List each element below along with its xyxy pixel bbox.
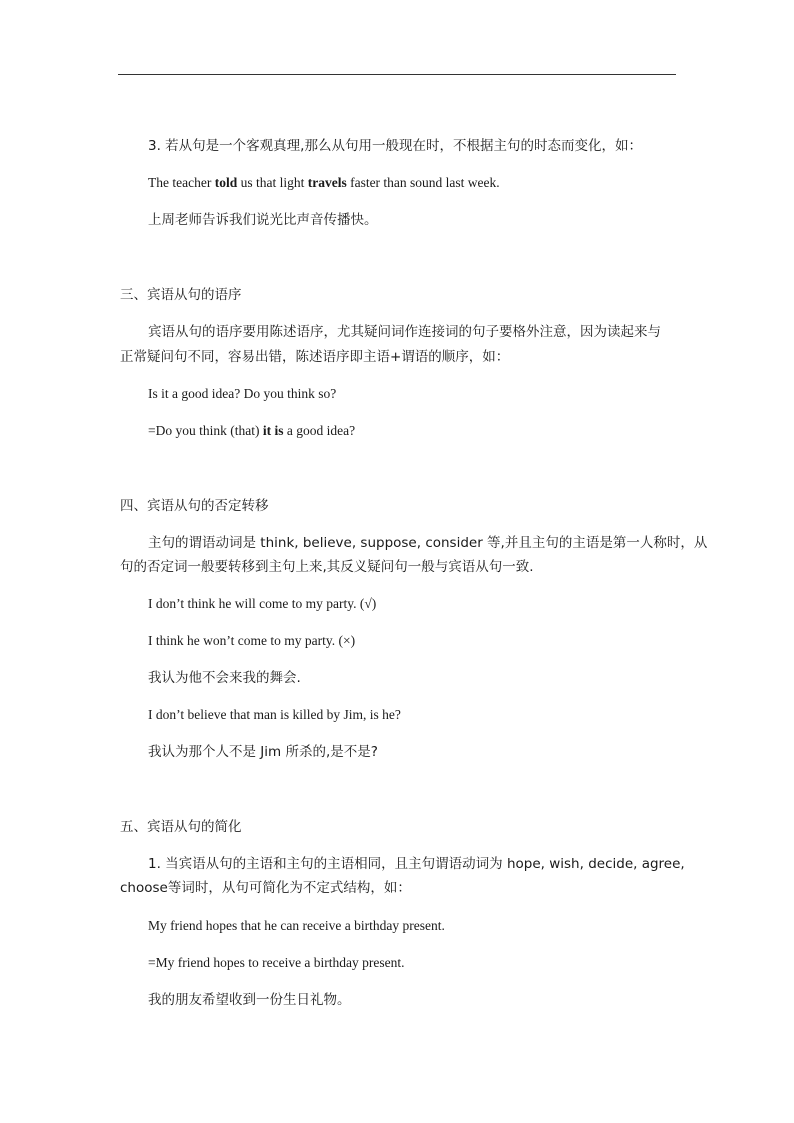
example-translation: 我认为他不会来我的舞会. [148,670,301,686]
section-heading-simplify: 五、宾语从句的简化 [120,819,242,835]
paragraph-line: 宾语从句的语序要用陈述语序，尤其疑问词作连接词的句子要格外注意，因为读起来与 [148,324,661,340]
example-sentence-en: My friend hopes that he can receive a birthday present. [148,918,445,933]
header-rule [118,74,676,75]
example-sentence-en: Is it a good idea? Do you think so? [148,386,337,401]
example-sentence-en: I don’t believe that man is killed by Jim, is he? [148,707,401,722]
example-translation: 我认为那个人不是 Jim 所杀的,是不是? [148,744,378,760]
example-sentence-en: I think he won’t come to my party. (×) [148,633,356,648]
section-heading-negation: 四、宾语从句的否定转移 [120,498,269,514]
paragraph-line: 1. 当宾语从句的主语和主句的主语相同，且主句谓语动词为 hope, wish, decide, agree, [148,856,685,872]
example-translation: 上周老师告诉我们说光比声音传播快。 [148,212,378,228]
example-sentence-en: I don’t think he will come to my party. (√) [148,596,377,611]
paragraph-line: 正常疑问句不同，容易出错，陈述语序即主语+谓语的顺序，如： [120,349,510,365]
example-sentence-en: The teacher told us that light travels faster than sound last week. [148,175,500,190]
rule-3-text: 3. 若从句是一个客观真理,那么从句用一般现在时，不根据主句的时态而变化，如： [148,138,642,154]
section-heading-word-order: 三、宾语从句的语序 [120,287,242,303]
paragraph-line: 句的否定词一般要转移到主句上来,其反义疑问句一般与宾语从句一致. [120,559,534,575]
paragraph-line: 主句的谓语动词是 think, believe, suppose, consider 等,并且主句的主语是第一人称时，从 [148,535,708,551]
paragraph-line: choose等词时，从句可简化为不定式结构，如： [120,880,411,896]
example-sentence-en: =My friend hopes to receive a birthday present. [148,955,405,970]
example-translation: 我的朋友希望收到一份生日礼物。 [148,992,351,1008]
example-sentence-en: =Do you think (that) it is a good idea? [148,423,356,438]
